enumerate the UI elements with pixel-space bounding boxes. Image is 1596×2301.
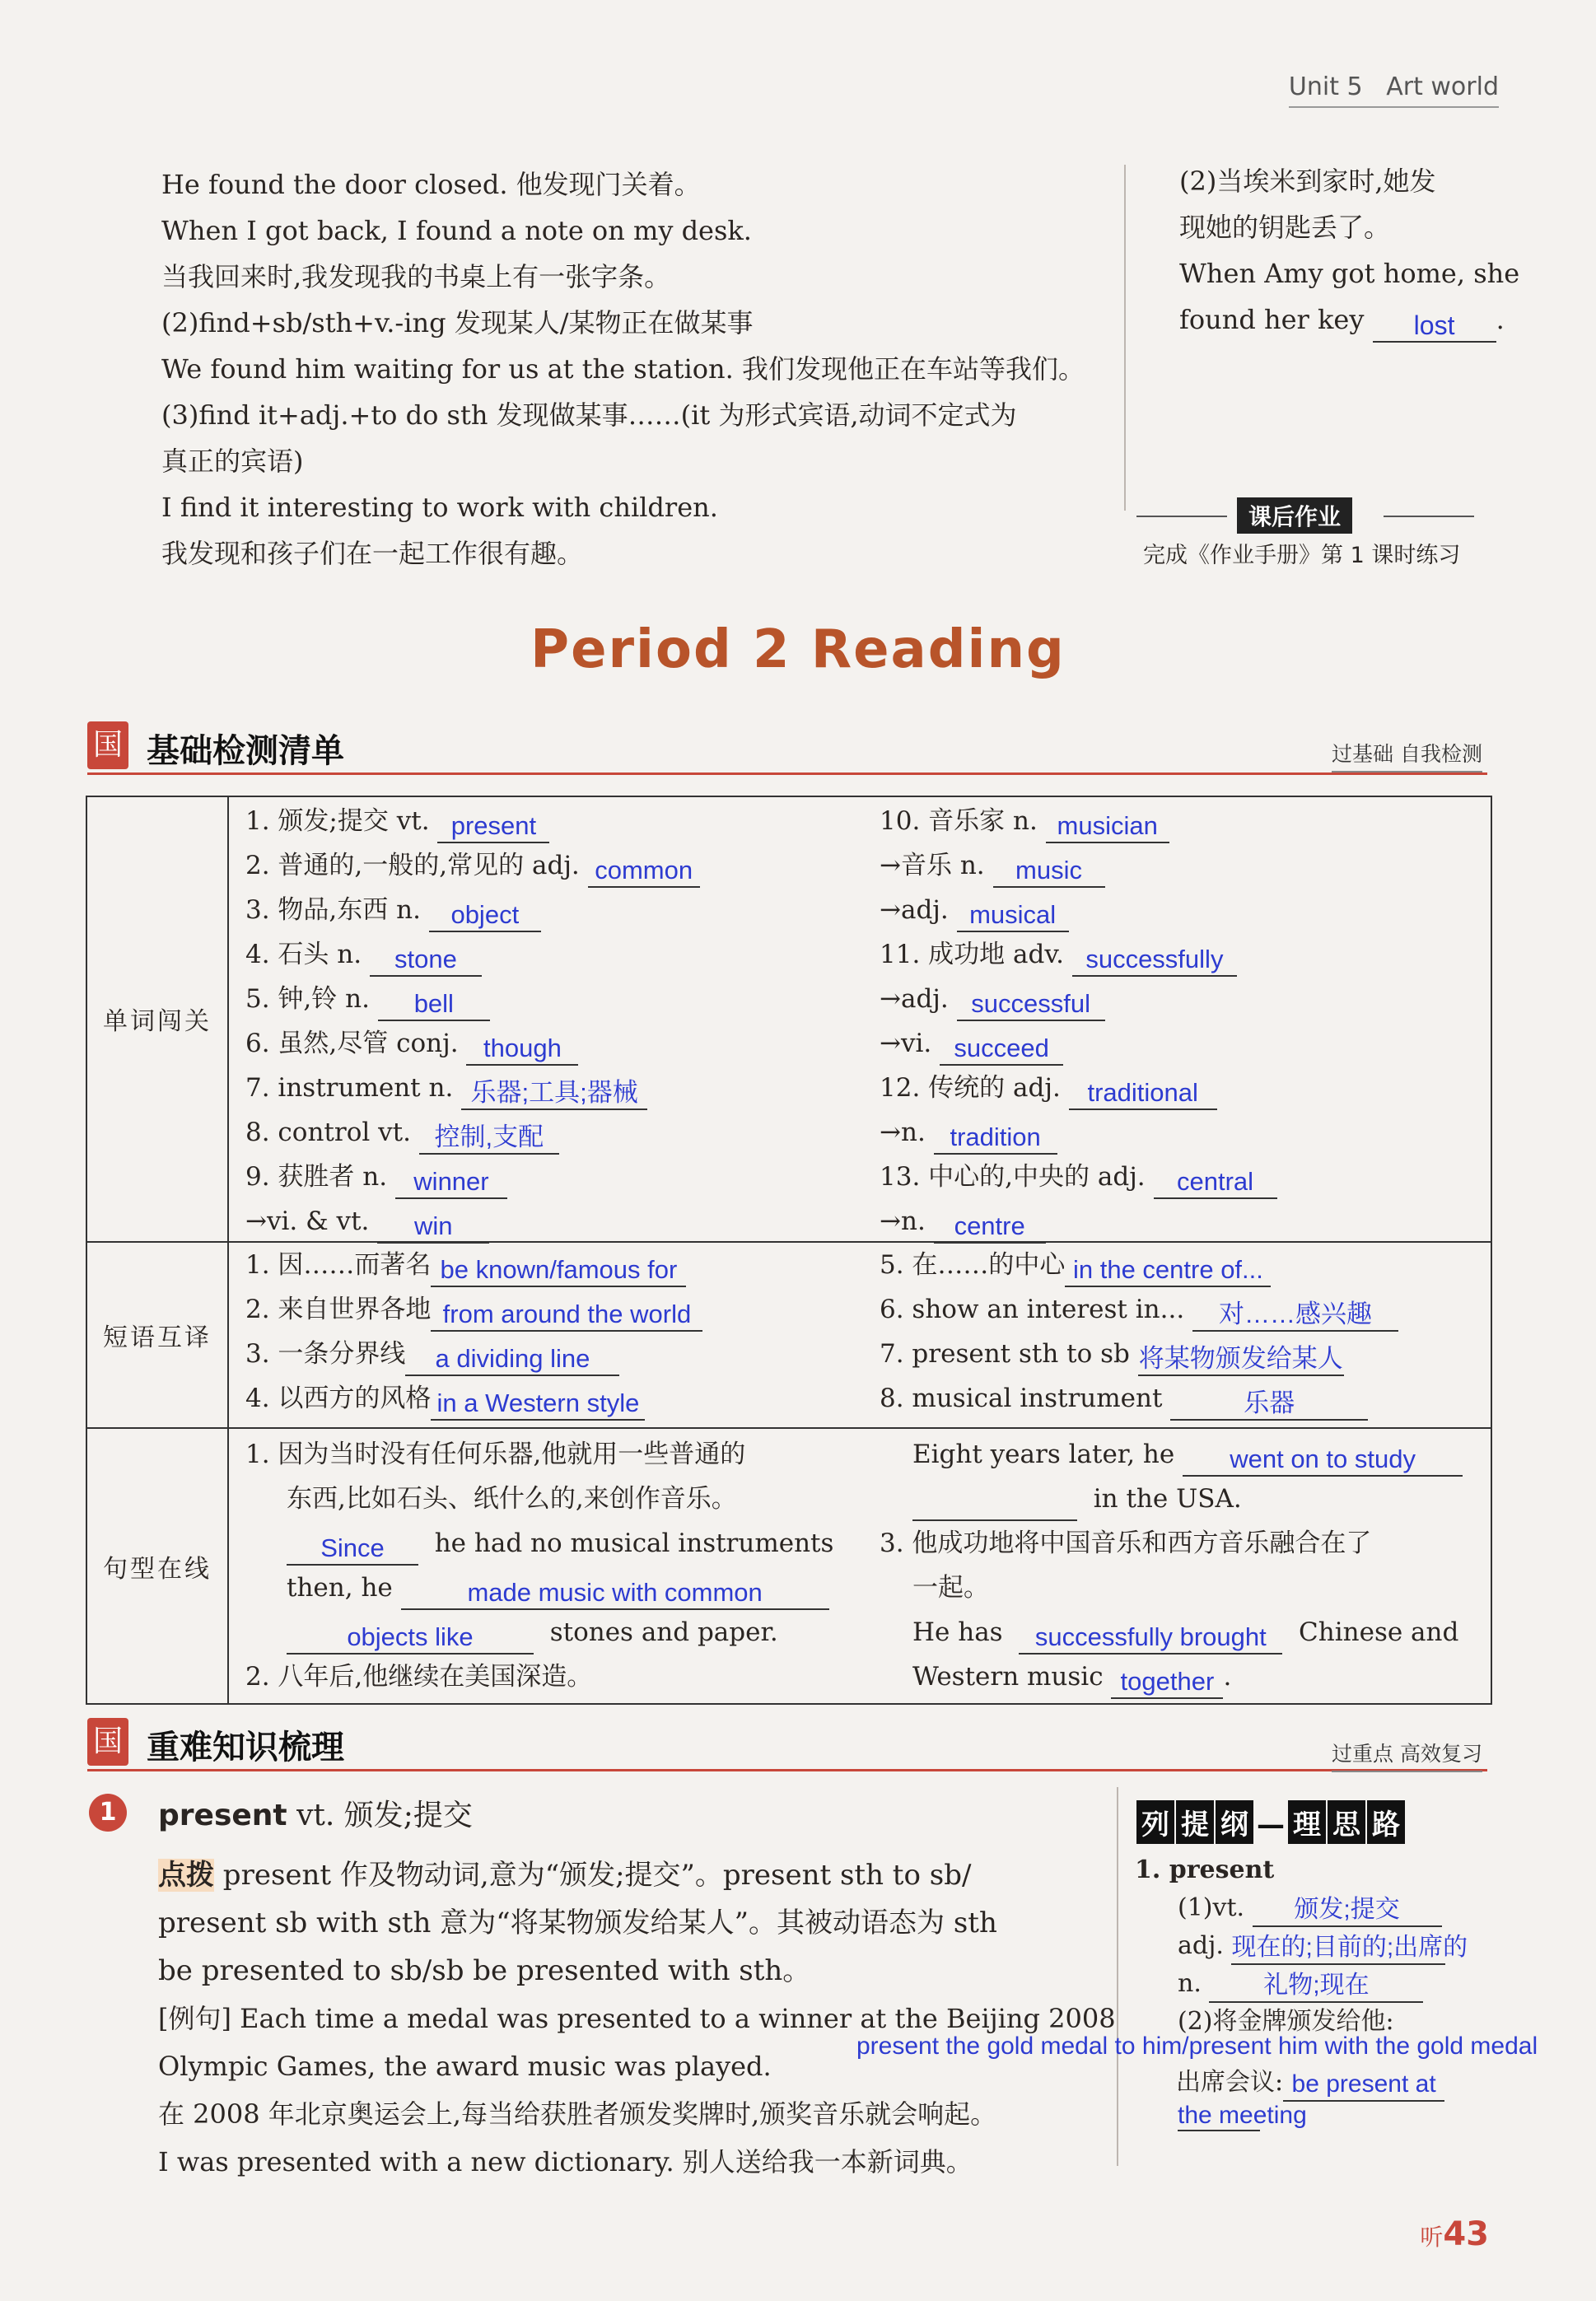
vocab-item: →vi. succeed	[880, 1021, 1063, 1066]
phrase-item: 4. 以西方的风格 in a Western style	[245, 1376, 645, 1421]
unit-title: Art world	[1386, 72, 1499, 101]
answer-blank: 控制,支配	[419, 1122, 559, 1155]
answer-together: together	[1111, 1666, 1223, 1699]
answer-blank: object	[429, 899, 541, 932]
sentence-line: 3. 他成功地将中国音乐和西方音乐融合在了	[880, 1529, 1372, 1559]
answer-blank: traditional	[1069, 1077, 1217, 1110]
outline-line: adj. 现在的;目前的;出席的	[1135, 1927, 1445, 1965]
example-line: I was presented with a new dictionary. 别人送给我一本新词典。	[158, 2146, 973, 2177]
section-rule	[87, 772, 1487, 775]
tip-label: 点拨	[158, 1859, 214, 1892]
note-line: 我发现和孩子们在一起工作很有趣。	[161, 538, 584, 569]
sentence-line: He has successfully brought Chinese and	[912, 1610, 1458, 1655]
phrase-item: 6. show an interest in... 对……感兴趣	[880, 1287, 1398, 1332]
exercise-line: (2)当埃米到家时,她发	[1179, 166, 1436, 197]
answer-blank: win	[377, 1211, 489, 1244]
answer-blank: bell	[378, 988, 490, 1021]
exercise-prefix: found her key	[1179, 304, 1365, 335]
sentence-line: Eight years later, he went on to study	[912, 1432, 1463, 1477]
tip-line: present sb with sth 意为“将某物颁发给某人”。其被动语态为 sth	[158, 1907, 997, 1939]
answer-blank: a dividing line	[405, 1343, 619, 1376]
answer-blank: be present at	[1283, 2069, 1444, 2102]
page-number: 听43	[1420, 2215, 1489, 2253]
tip-block	[158, 1851, 997, 1995]
phrase-item: 5. 在……的中心 in the centre of...	[880, 1243, 1271, 1287]
outline-line: 出席会议: be present at	[1176, 2064, 1444, 2102]
section-title: 基础检测清单	[147, 732, 344, 770]
answer-gold-medal: present the gold medal to him/present him with the gold medal	[856, 2033, 1538, 2060]
answer-blank: musician	[1046, 810, 1169, 843]
homework-tag-row	[1136, 497, 1482, 530]
vocab-item: 8. control vt. 控制,支配	[245, 1110, 559, 1155]
example-line: [例句] Each time a medal was presented to a winner at the Beijing 2008	[158, 2003, 1116, 2034]
exercise-line: found her key lost .	[1179, 296, 1519, 343]
vocab-item: 13. 中心的,中央的 adj. central	[880, 1155, 1277, 1199]
section-subtitle: 过基础 自我检测	[1332, 738, 1482, 772]
answer-blank: music	[993, 855, 1105, 888]
outline-char: 纲	[1216, 1800, 1253, 1844]
answer-blank: 现在的;目前的;出席的	[1231, 1932, 1445, 1965]
phrases-cell	[228, 1242, 1491, 1428]
answer-blank: tradition	[934, 1122, 1057, 1155]
phrase-item: 1. 因……而著名 be known/famous for	[245, 1243, 686, 1287]
vocab-item: 6. 虽然,尽管 conj. though	[245, 1021, 578, 1066]
answer-blank: 乐器	[1170, 1388, 1368, 1421]
sentence-line: then, he made music with common	[287, 1566, 829, 1610]
top-left-notes	[161, 161, 1085, 576]
answer-meeting: the meeting	[1178, 2102, 1260, 2131]
outline-char: 思	[1328, 1800, 1365, 1844]
answer-blank: successfully	[1072, 944, 1237, 977]
exercise-line: 现她的钥匙丢了。	[1179, 212, 1391, 243]
example-line: Olympic Games, the award music was played.	[158, 2051, 772, 2082]
outline-content	[1135, 1851, 1468, 2041]
answer-lost: lost	[1373, 310, 1496, 343]
note-line: We found him waiting for us at the station. 我们发现他正在车站等我们。	[161, 353, 1085, 385]
phrase-item: 2. 来自世界各地 from around the world	[245, 1287, 702, 1332]
answer-made-music: made music with common	[401, 1577, 829, 1610]
answer-blank: musical	[957, 899, 1069, 932]
note-line: He found the door closed. 他发现门关着。	[161, 169, 701, 200]
section-icon: 国	[87, 1718, 128, 1766]
answer-blank: 乐器;工具;器械	[461, 1077, 647, 1110]
vocab-cell	[228, 796, 1491, 1242]
vocab-item: 3. 物品,东西 n. object	[245, 888, 541, 932]
answer-blank: succeed	[940, 1033, 1063, 1066]
vocab-item: →adj. successful	[880, 977, 1105, 1021]
note-line: (2)find+sb/sth+v.-ing 发现某人/某物正在做某事	[161, 307, 754, 338]
point-word: present	[158, 1799, 287, 1832]
sentence-line: Since he had no musical instruments	[287, 1521, 833, 1566]
sentence-line: 1. 因为当时没有任何乐器,他就用一些普通的	[245, 1440, 746, 1470]
outline-divider	[1117, 1787, 1118, 2166]
homework-tag: 课后作业	[1237, 497, 1352, 534]
answer-blank: 对……感兴趣	[1192, 1299, 1398, 1332]
note-line: I find it interesting to work with children.	[161, 492, 718, 523]
answer-went-on: went on to study	[1183, 1444, 1463, 1477]
vocab-item: 7. instrument n. 乐器;工具;器械	[245, 1066, 647, 1110]
vocab-item: 11. 成功地 adv. successfully	[880, 932, 1237, 977]
section-title: 重难知识梳理	[147, 1729, 344, 1767]
vocab-item: 1. 颁发;提交 vt. present	[245, 799, 549, 843]
note-line: (3)find it+adj.+to do sth 发现做某事……(it 为形式宾语,动词不定式为	[161, 399, 1017, 431]
answer-objects: objects like	[287, 1622, 534, 1655]
outline-item: 1. present	[1135, 1855, 1275, 1884]
tip-line: be presented to sb/sb be presented with sth。	[158, 1954, 811, 1987]
unit-label: Unit 5	[1288, 72, 1363, 101]
answer-blank: 礼物;现在	[1209, 1970, 1423, 2003]
row-label-sentences: 句型在线	[86, 1428, 228, 1704]
answer-blank: central	[1154, 1166, 1277, 1199]
answer-blank: though	[466, 1033, 578, 1066]
column-divider	[1124, 165, 1126, 511]
vocab-item: →n. centre	[880, 1199, 1046, 1244]
answer-blank: stone	[370, 944, 482, 977]
point-number: 1	[89, 1794, 127, 1832]
tag-rule-left	[1136, 516, 1227, 517]
top-right-exercise	[1179, 158, 1519, 343]
vocab-item: 10. 音乐家 n. musician	[880, 799, 1169, 843]
tag-rule-right	[1384, 516, 1474, 517]
note-line: When I got back, I found a note on my desk.	[161, 215, 752, 246]
sentence-line: in the USA.	[912, 1477, 1242, 1521]
answer-blank: winner	[395, 1166, 507, 1199]
vocab-item: 4. 石头 n. stone	[245, 932, 482, 977]
outline-char: 列	[1136, 1800, 1174, 1844]
point-heading	[158, 1792, 473, 1834]
sentence-line: 东西,比如石头、纸什么的,来创作音乐。	[287, 1484, 737, 1515]
answer-blank: 将某物颁发给某人	[1138, 1343, 1344, 1376]
answer-blank: successful	[957, 988, 1105, 1021]
homework-text: 完成《作业手册》第 1 课时练习	[1143, 543, 1461, 568]
section-icon: 国	[87, 721, 128, 769]
outline-line: (2)将金牌颁发给他:	[1178, 2007, 1394, 2036]
answer-blank: in a Western style	[431, 1388, 645, 1421]
section-subtitle: 过重点 高效复习	[1332, 1738, 1482, 1772]
vocab-item: →n. tradition	[880, 1110, 1057, 1155]
note-line: 当我回来时,我发现我的书桌上有一张字条。	[161, 261, 671, 292]
outline-char: 提	[1176, 1800, 1214, 1844]
sentence-line: Western music together .	[912, 1655, 1231, 1699]
sentence-line: objects like stones and paper.	[287, 1610, 778, 1655]
answer-since: Since	[287, 1533, 418, 1566]
vocab-item: 5. 钟,铃 n. bell	[245, 977, 490, 1021]
note-line: 真正的宾语)	[161, 446, 304, 477]
vocab-item: 2. 普通的,一般的,常见的 adj. common	[245, 843, 700, 888]
vocab-item: →vi. & vt. win	[245, 1199, 489, 1244]
phrase-item: 3. 一条分界线 a dividing line	[245, 1332, 619, 1376]
section-rule	[87, 1769, 1487, 1771]
exercise-table	[86, 796, 1492, 1705]
example-line: 在 2008 年北京奥运会上,每当给获胜者颁发奖牌时,颁奖音乐就会响起。	[158, 2098, 997, 2130]
unit-header	[1289, 72, 1499, 108]
answer-blank: present	[437, 810, 549, 843]
answer-blank: 颁发;提交	[1253, 1894, 1442, 1927]
answer-blank: be known/famous for	[431, 1254, 686, 1287]
sentence-line: 2. 八年后,他继续在美国深造。	[245, 1662, 593, 1692]
answer-brought: successfully brought	[1019, 1622, 1282, 1655]
outline-line: (1)vt. 颁发;提交	[1135, 1889, 1445, 1927]
answer-blank: from around the world	[431, 1299, 702, 1332]
outline-char: 理	[1288, 1800, 1326, 1844]
answer-blank: common	[588, 855, 700, 888]
vocab-item: →adj. musical	[880, 888, 1069, 932]
tip-line: 点拨 present 作及物动词,意为“颁发;提交”。present sth to sb/	[158, 1859, 972, 1892]
row-label-phrases: 短语互译	[86, 1242, 228, 1428]
phrase-item: 7. present sth to sb 将某物颁发给某人	[880, 1332, 1344, 1376]
vocab-item: 12. 传统的 adj. traditional	[880, 1066, 1217, 1110]
exercise-line: When Amy got home, she	[1179, 258, 1520, 289]
outline-title: 列 提 纲 — 理 思 路	[1136, 1800, 1407, 1844]
answer-blank: centre	[934, 1211, 1046, 1244]
example-block	[158, 1995, 1116, 2186]
outline-char: 路	[1367, 1800, 1405, 1844]
point-gloss: vt. 颁发;提交	[287, 1799, 473, 1832]
sentences-cell	[228, 1428, 1491, 1704]
row-label-vocab: 单词闯关	[86, 796, 228, 1242]
answer-blank: in the centre of...	[1065, 1254, 1271, 1287]
outline-line: n. 礼物;现在	[1135, 1965, 1445, 2003]
vocab-item: 9. 获胜者 n. winner	[245, 1155, 507, 1199]
vocab-item: →音乐 n. music	[880, 843, 1105, 888]
sentence-line: 一起。	[912, 1573, 989, 1603]
phrase-item: 8. musical instrument 乐器	[880, 1376, 1368, 1421]
period-title: Period 2 Reading	[530, 619, 1066, 680]
